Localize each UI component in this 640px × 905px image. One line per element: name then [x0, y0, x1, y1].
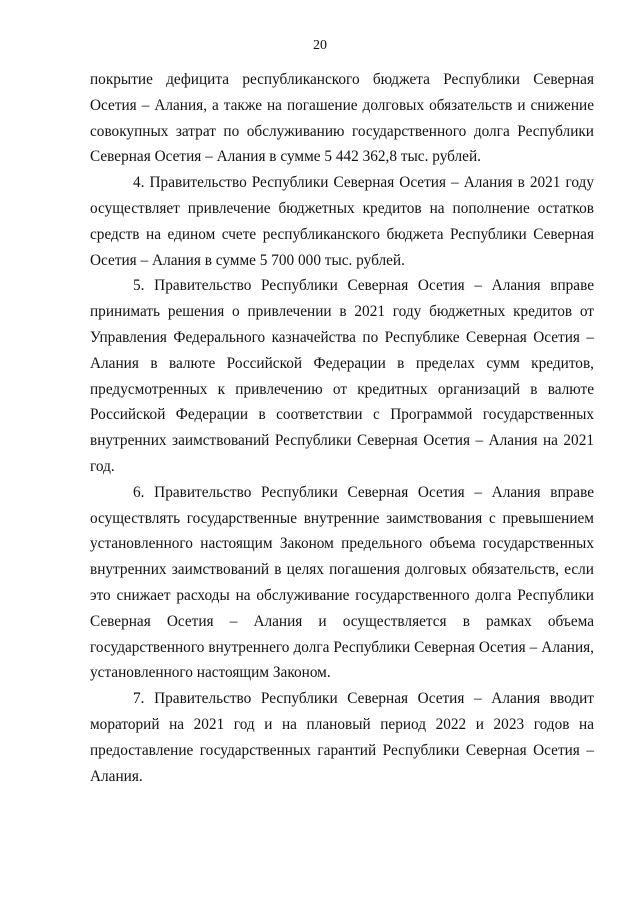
paragraph-item-7: 7. Правительство Республики Северная Осетия – Алания вводит мораторий на 2021 год и на плановый период 2022 и 2023 годов на предоставление государственных гарантий Республики Северная Осетия – Алания.: [90, 690, 594, 785]
paragraph-continuation: покрытие дефицита республиканского бюджета Республики Северная Осетия – Алания, а также на погашение долговых обязательств и снижение совокупных затрат по обслуживанию государственного долга Республики Северная Осетия – Алания в сумме 5 442 362,8 тыс. рублей.: [90, 71, 594, 166]
document-body: [90, 67, 594, 789]
paragraph-item-6: 6. Правительство Республики Северная Осетия – Алания вправе осуществлять государственные внутренние заимствования с превышением установленного настоящим Законом предельного объема государственных внутренних заимствований в целях погашения долговых обязательств, если это снижает расходы на обслуживание государственного долга Республики Северная Осетия – Алания и осуществляется в рамках объема государственного внутреннего долга Республики Северная Осетия – Алания, установленного настоящим Законом.: [90, 483, 594, 682]
paragraph-item-4: 4. Правительство Республики Северная Осетия – Алания в 2021 году осуществляет привлечение бюджетных кредитов на пополнение остатков средств на едином счете республиканского бюджета Республики Северная Осетия – Алания в сумме 5 700 000 тыс. рублей.: [90, 174, 594, 269]
paragraph-item-5: 5. Правительство Республики Северная Осетия – Алания вправе принимать решения о привлечении в 2021 году бюджетных кредитов от Управления Федерального казначейства по Республике Северная Осетия – Алания в валюте Российской Федерации в пределах сумм кредитов, предусмотренных к привлечению от кредитных организаций в валюте Российской Федерации в соответствии с Программой государственных внутренних заимствований Республики Северная Осетия – Алания на 2021 год.: [90, 277, 594, 475]
page-number: 20: [313, 38, 327, 53]
